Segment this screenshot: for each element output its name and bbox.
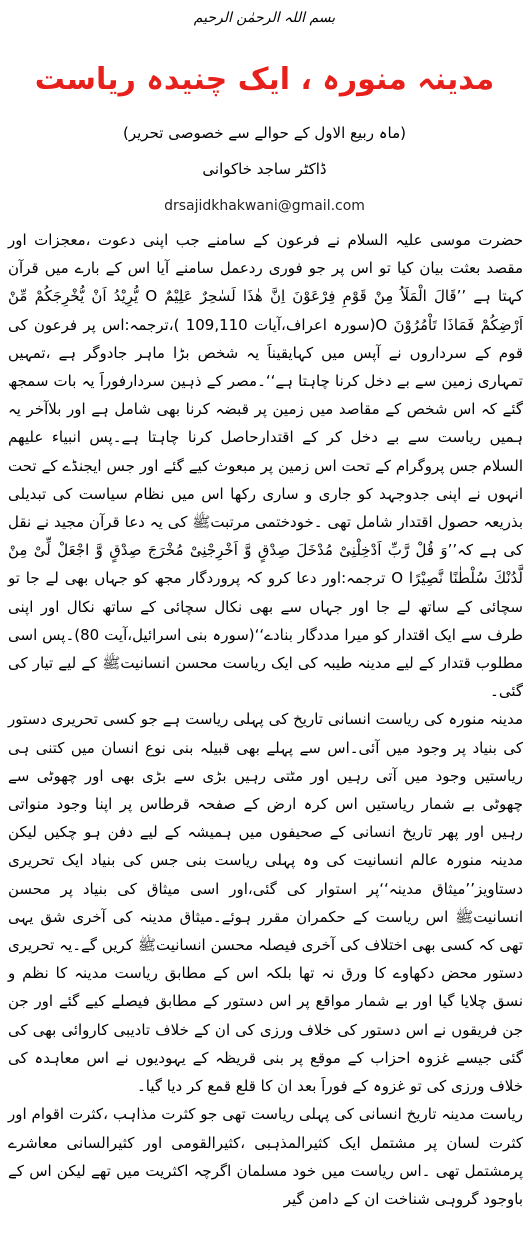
author-email[interactable]: drsajidkhakwani@gmail.com <box>164 198 365 214</box>
paragraph: ریاست مدینہ تاریخ انسانی کی پہلی ریاست تھی جو کثرت مذاہب ،کثرت اقوام اور کثرت لسان پر مشتمل ایک کثیرالمذہبی ،کثیرالقومی اور کثیرالسانی معاشرے پرمشتمل تھی ۔اس ریاست میں خود مسلمان اگرچہ اکثریت میں تھے لیکن اس کے باوجود گروہی شناخت ان کے دامن گیر <box>8 1105 523 1208</box>
paragraph: حضرت موسی علیہ السلام نے فرعون کے سامنے جب اپنی دعوت ،معجزات اور مقصد بعثت بیان کیا تو اس پر جو فوری ردعمل سامنے آیا اس کے بارے میں قرآن کہتا ہے ’’قَالَ الْمَلَاُ مِنْ قَوْمِ فِرْعَوْنَ اِنَّ هٰذَا لَسٰحِرٌ عَلِيْمٌ O یُّرِيْدُ اَنْ یُّخْرِجَكُمْ مِّنْ اَرْضِكُمْ فَمَاذَا تَاْمُرُوْنَ O(سورہ اعراف،آیات 109,110 )،ترجمہ:اس پر فرعون کی قوم کے سرداروں نے آپس میں کہایقیناََ یہ شخص بڑا ماہر جادوگر ہے ،تمہیں تمہاری زمین سے بے دخل کرنا چاہتا ہے‘‘۔مصر کے ذہین سردارفوراََ یہ بات سمجھ گئے کہ اس شخص کے مقاصد میں زمین پر قبضہ کرنا بھی شامل ہے اور بلاآخر یہ ہمیں ریاست سے بے دخل کر کے اقتدارحاصل کرنا چاہتا ہے۔پس انبیاء علیھم السلام جس پروگرام کے تحت اس زمین پر مبعوث کیے گئے اور جس ایجنڈے کے تحت انہوں نے اپنی جدوجہد کو جاری و ساری رکھا اس میں نظام سیاست کی تبدیلی بذریعہ حصول اقتدار شامل تھی ۔خودختمی مرتبتﷺ کی یہ دعا قرآن مجید نے نقل کی ہے کہ’’وَ قُلْ رَّبِّ اَدْخِلْنِیْ مُدْخَلَ صِدْقٍ وَّ اَخْرِجْنِیْ مُخْرَجَ صِدْقٍ وَّ اجْعَلْ لِّیْ مِنْ لَّدُنْكَ سُلْطٰنًا نَّصِیْرًا O ترجمہ:اور دعا کرو کہ پروردگار مجھ کو جہاں بھی لے جا تو سچائی کے ساتھ لے جا اور جہاں سے بھی نکال سچائی کے ساتھ نکال اور اپنی طرف سے ایک اقتدار کو میرا مددگار بنادے‘‘(سورہ بنی اسرائیل،آیت 80)۔پس اسی مطلوب قتدار کے لیے مدینہ طیبہ کی ایک ریاست محسن انسانیتﷺ کے لیے تیار کی گئی۔ <box>8 231 523 701</box>
author-name: ڈاکٹر ساجد خاکوانی <box>202 160 327 178</box>
bismillah-heading: بسم اللہ الرحمٰن الرحیم <box>193 10 336 26</box>
paragraph: مدینہ منورہ کی ریاست انسانی تاریخ کی پہلی ریاست ہے جو کسی تحریری دستور کی بنیاد پر وجود میں آئی۔اس سے پہلے بھی قبیلہ بنی نوع انسان میں کتنی ہی ریاستیں وجود میں آتی رہیں اور مٹتی رہیں بڑی سے بڑی بھی اور چھوٹی سے چھوٹی بے شمار ریاستیں اس کرہ ارض کے صفحہ قرطاس پر اپنا وجود منواتی رہیں اور پھر تاریخ انسانی کے صحیفوں میں ہمیشہ کے لیے دفن ہو چکیں لیکن مدینہ منورہ عالم انسانیت کی وہ پہلی ریاست بنی جس کی بنیاد ایک تحریری دستاویز’’میثاق مدینہ‘‘پر استوار کی گئی،اور اسی میثاق کی بنیاد پر محسن انسانیتﷺ اس ریاست کے حکمران مقرر ہوئے۔میثاق مدینہ کی آخری شق یہی تھی کہ کسی بھی اختلاف کی آخری فیصلہ محسن انسانیتﷺ کریں گے۔یہ تحریری دستور محض دکھاوے کا ورق نہ تھا بلکہ اس کے مطابق ریاست مدینہ کا نظم و نسق چلایا گیا اور بے شمار مواقع پر اس دستور کے مطابق فیصلے کیے گئے اور جن جن فریقوں نے اس دستور کی خلاف ورزی کی ان کے خلاف تادیبی کاروائی بھی کی گئی جیسے غزوہ احزاب کے موقع پر بنی قریظہ کے یہودیوں نے اس معاہدہ کی خلاف ورزی کی تو غزوہ کے فوراََ بعد ان کا قلع قمع کر دیا گیا۔ <box>8 710 523 1096</box>
article-subtitle: (ماہ ربیع الاول کے حوالے سے خصوصی تحریر) <box>123 124 406 142</box>
article-title: مدینہ منورہ ، ایک چنیدہ ریاست <box>34 62 495 97</box>
article-body <box>8 226 523 1213</box>
